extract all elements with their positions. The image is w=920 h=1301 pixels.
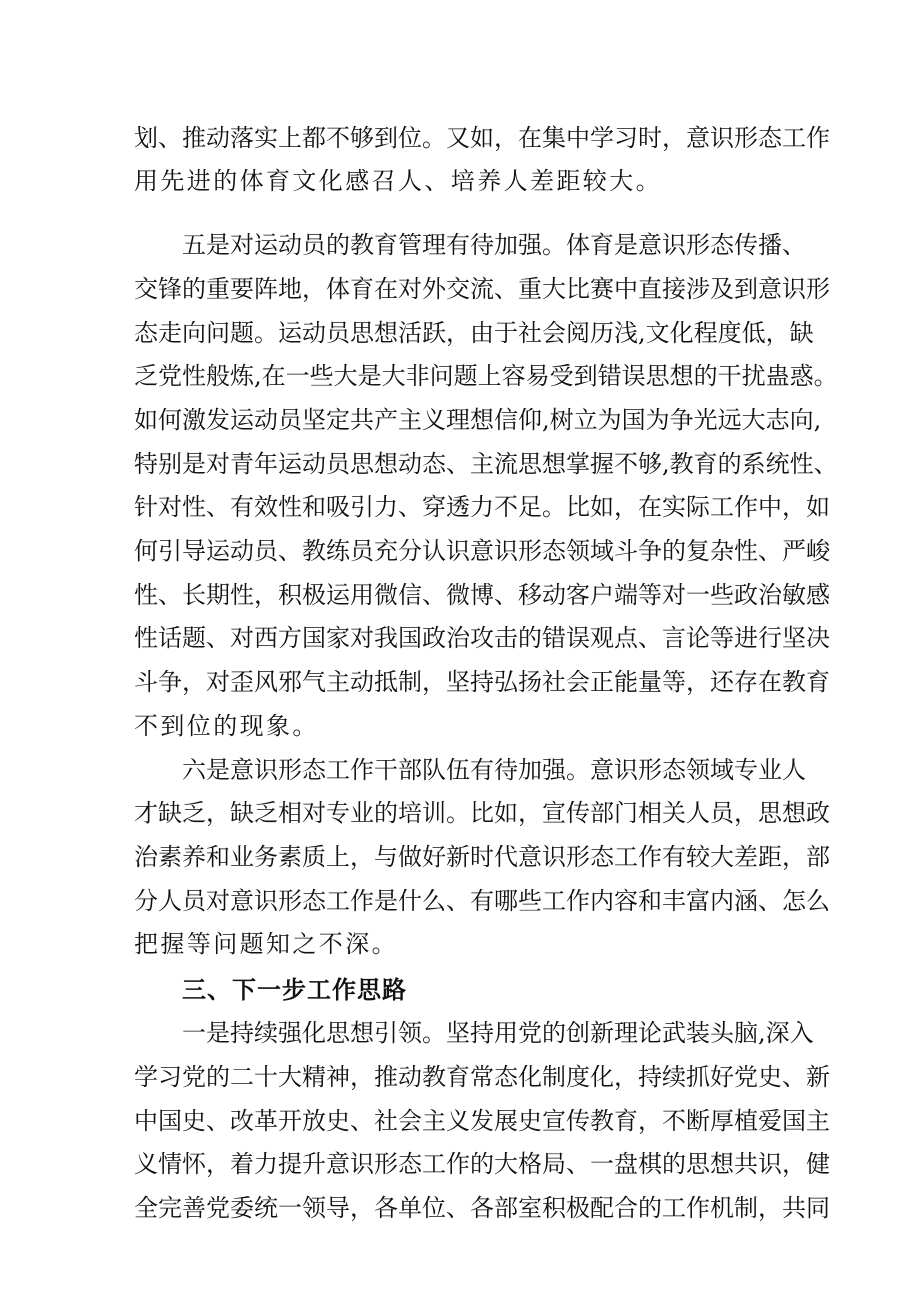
text-line: 态走向问题。运动员思想活跃，由于社会阅历浅,文化程度低，缺 (134, 319, 814, 347)
text-line: 划、推动落实上都不够到位。又如，在集中学习时，意识形态工作 (134, 124, 830, 152)
section-heading: 三、下一步工作思路 (182, 976, 407, 1004)
text-line: 何引导运动员、教练员充分认识意识形态领域斗争的复杂性、严峻 (134, 537, 830, 565)
text-line: 性、长期性，积极运用微信、微博、移动客户端等对一些政治敏感 (134, 581, 830, 609)
text-line: 中国史、改革开放史、社会主义发展史宣传教育，不断厚植爱国主 (134, 1107, 830, 1135)
text-line: 才缺乏，缺乏相对专业的培训。比如，宣传部门相关人员，思想政 (134, 799, 830, 827)
text-line: 六是意识形态工作干部队伍有待加强。意识形态领域专业人 (182, 756, 806, 784)
text-line: 交锋的重要阵地，体育在对外交流、重大比赛中直接涉及到意识形 (134, 275, 830, 303)
text-line: 乏党性般炼,在一些大是大非问题上容易受到错误思想的干扰蛊惑。 (134, 362, 838, 390)
text-line: 用先进的体育文化感召人、培养人差距较大。 (134, 167, 662, 195)
text-line: 分人员对意识形态工作是什么、有哪些工作内容和丰富内涵、怎么 (134, 887, 830, 915)
text-line: 如何激发运动员坚定共产主义理想信仰,树立为国为争光远大志向, (134, 406, 822, 434)
text-line: 全完善党委统一领导，各单位、各部室积极配合的工作机制，共同 (134, 1194, 830, 1222)
text-line: 性话题、对西方国家对我国政治攻击的错误观点、言论等进行坚决 (134, 624, 830, 652)
text-line: 义情怀，着力提升意识形态工作的大格局、一盘棋的思想共识，健 (134, 1150, 830, 1178)
text-line: 不到位的现象。 (134, 712, 319, 740)
text-line: 针对性、有效性和吸引力、穿透力不足。比如，在实际工作中，如 (134, 493, 830, 521)
text-line: 一是持续强化思想引领。坚持用党的创新理论武装头脑,深入 (182, 1019, 814, 1047)
text-line: 把握等问题知之不深。 (134, 930, 398, 958)
text-line: 斗争，对歪风邪气主动抵制，坚持弘扬社会正能量等，还存在教育 (134, 668, 830, 696)
text-line: 治素养和业务素质上，与做好新时代意识形态工作有较大差距，部 (134, 843, 830, 871)
text-line: 特别是对青年运动员思想动态、主流思想掌握不够,教育的系统性、 (134, 450, 838, 478)
text-line: 学习党的二十大精神，推动教育常态化制度化，持续抓好党史、新 (134, 1063, 830, 1091)
text-line: 五是对运动员的教育管理有待加强。体育是意识形态传播、 (182, 231, 806, 259)
